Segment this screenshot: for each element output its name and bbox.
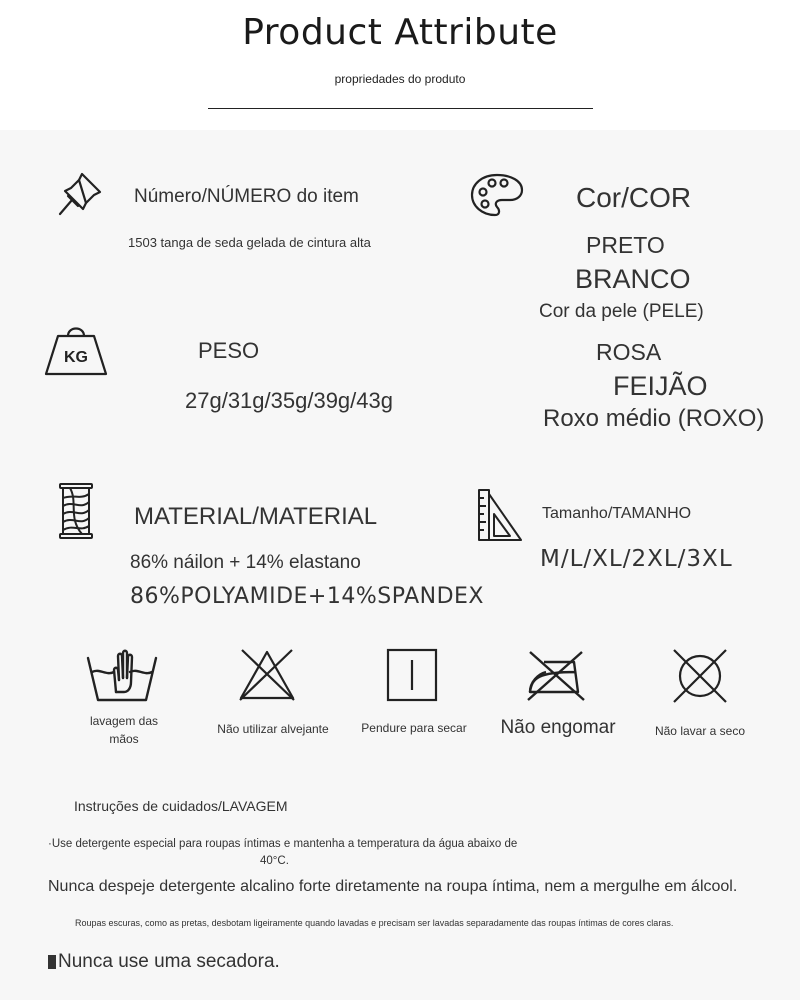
- color-option-roxo: Roxo médio (ROXO): [543, 405, 765, 432]
- hang-dry-icon: [386, 648, 438, 702]
- instruction-no-alkaline: Nunca despeje detergente alcalino forte diretamente na roupa íntima, nem a mergulhe em álcool.: [48, 878, 738, 895]
- color-option-pele: Cor da pele (PELE): [539, 301, 704, 322]
- hang-dry-label: Pendure para secar: [361, 721, 467, 735]
- color-option-feijao: FEIJÃO: [613, 371, 708, 401]
- material-value-en: 86%POLYAMIDE+14%SPANDEX: [130, 584, 484, 609]
- instruction-dark-colors: Roupas escuras, como as pretas, desbotam ligeiramente quando lavadas e precisam ser lavadas separadamente das roupas íntimas de cores claras.: [75, 918, 674, 928]
- hand-wash-label: [64, 712, 184, 748]
- size-label: Tamanho/TAMANHO: [542, 505, 692, 522]
- instruction-no-dryer: Nunca use uma secadora.: [58, 951, 280, 972]
- yarn-spool-icon: [58, 482, 94, 540]
- pushpin-icon: [56, 168, 108, 220]
- page-title: Product Attribute: [242, 12, 558, 53]
- instruction-detergent-line2: 40°C.: [260, 855, 289, 867]
- weight-value: 27g/31g/35g/39g/43g: [185, 388, 393, 413]
- size-value: M/L/XL/2XL/3XL: [540, 546, 733, 572]
- no-bleach-label: Não utilizar alvejante: [217, 722, 329, 736]
- color-label: Cor/COR: [576, 182, 692, 213]
- hand-wash-label-line2: mãos: [109, 732, 139, 746]
- material-label: MATERIAL/MATERIAL: [134, 503, 378, 530]
- color-option-rosa: ROSA: [596, 339, 662, 365]
- instruction-detergent-line1: ·Use detergente especial para roupas íntimas e mantenha a temperatura da água abaixo de: [48, 838, 518, 850]
- item-number-label: Número/NÚMERO do item: [134, 186, 359, 207]
- material-value-pt: 86% náilon + 14% elastano: [130, 552, 361, 573]
- title-divider: [208, 108, 593, 109]
- care-instructions-heading: Instruções de cuidados/LAVAGEM: [74, 798, 288, 814]
- item-number-value: 1503 tanga de seda gelada de cintura alta: [128, 235, 371, 250]
- hand-wash-icon: [86, 648, 158, 702]
- hand-wash-label-line1: lavagem das: [89, 714, 159, 728]
- no-bleach-icon: [238, 648, 296, 702]
- no-iron-icon: [526, 648, 586, 702]
- kg-icon-text: KG: [64, 349, 88, 366]
- palette-icon: [470, 172, 524, 218]
- color-option-preto: PRETO: [586, 232, 665, 258]
- bullet-marker-icon: [48, 955, 56, 969]
- no-dry-clean-icon: [672, 648, 728, 704]
- weight-label: PESO: [198, 338, 260, 363]
- page-subtitle: propriedades do produto: [334, 72, 466, 86]
- ruler-triangle-icon: [476, 488, 524, 542]
- header: [0, 0, 800, 130]
- no-iron-label: Não engomar: [500, 717, 616, 738]
- kg-weight-icon: [44, 322, 108, 376]
- color-option-branco: BRANCO: [575, 264, 691, 294]
- no-dry-clean-label: Não lavar a seco: [654, 724, 746, 738]
